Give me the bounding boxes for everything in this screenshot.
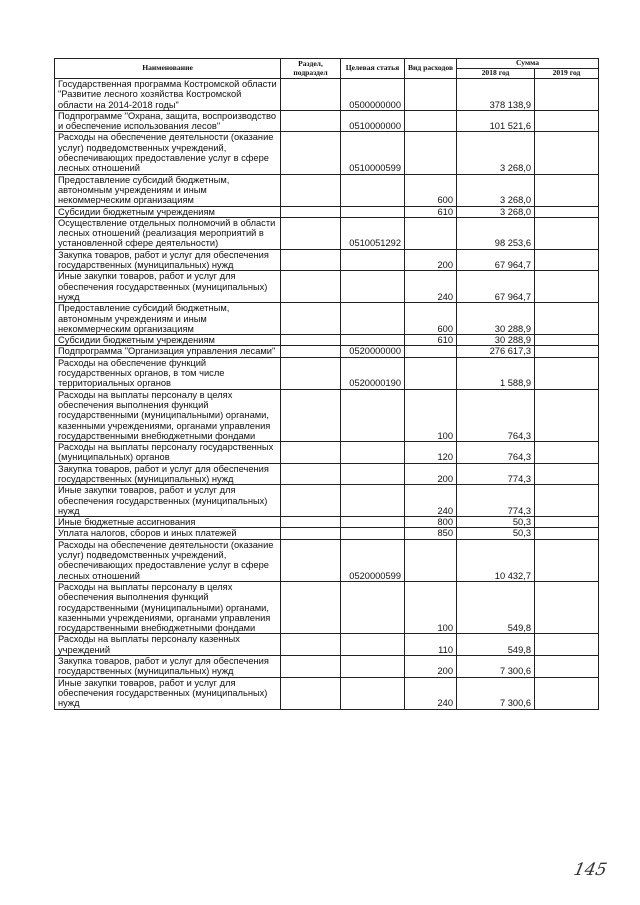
cell-expense-type	[405, 539, 457, 581]
cell-expense-type	[405, 79, 457, 111]
table-row	[55, 79, 599, 111]
cell-expense-type: 110	[405, 634, 457, 656]
cell-razdel	[281, 517, 341, 528]
cell-razdel	[281, 271, 341, 303]
cell-target-article	[341, 389, 405, 441]
cell-expense-type: 120	[405, 442, 457, 464]
cell-sum-2018: 1 588,9	[457, 357, 535, 389]
cell-razdel	[281, 79, 341, 111]
cell-sum-2018: 50,3	[457, 528, 535, 539]
cell-expense-type: 240	[405, 677, 457, 709]
cell-target-article	[341, 335, 405, 346]
cell-expense-type: 850	[405, 528, 457, 539]
cell-expense-type: 240	[405, 485, 457, 517]
cell-razdel	[281, 442, 341, 464]
cell-sum-2018: 549,8	[457, 581, 535, 633]
cell-target-article	[341, 249, 405, 271]
cell-razdel	[281, 303, 341, 335]
cell-name: Закупка товаров, работ и услуг для обеспечения государственных (муниципальных) нужд	[55, 249, 281, 271]
cell-expense-type: 800	[405, 517, 457, 528]
cell-name: Государственная программа Костромской области "Развитие лесного хозяйства Костромской области на 2014-2018 годы"	[55, 79, 281, 111]
cell-sum-2019	[535, 132, 599, 174]
cell-sum-2018: 3 268,0	[457, 132, 535, 174]
table-row	[55, 539, 599, 581]
cell-name: Расходы на выплаты персоналу в целях обеспечения выполнения функций государственными (муниципальными) органами, казенными учреждениями, органами управления государственными внебюджетными фондами	[55, 581, 281, 633]
cell-sum-2018: 10 432,7	[457, 539, 535, 581]
cell-target-article: 0520000599	[341, 539, 405, 581]
cell-razdel	[281, 357, 341, 389]
cell-name: Субсидии бюджетным учреждениям	[55, 335, 281, 346]
cell-razdel	[281, 132, 341, 174]
cell-expense-type	[405, 132, 457, 174]
cell-razdel	[281, 539, 341, 581]
cell-sum-2019	[535, 110, 599, 132]
header-vid: Вид расходов	[405, 59, 457, 79]
table-row	[55, 656, 599, 678]
cell-sum-2019	[535, 442, 599, 464]
cell-sum-2018: 774,3	[457, 485, 535, 517]
table-row	[55, 442, 599, 464]
cell-razdel	[281, 335, 341, 346]
cell-razdel	[281, 581, 341, 633]
cell-name: Расходы на обеспечение деятельности (оказание услуг) подведомственных учреждений, обеспечивающих предоставление услуг в сфере лесных отношений	[55, 132, 281, 174]
cell-sum-2018: 764,3	[457, 389, 535, 441]
budget-table	[54, 58, 599, 710]
cell-expense-type	[405, 110, 457, 132]
header-2019: 2019 год	[535, 69, 599, 79]
cell-sum-2018: 774,3	[457, 463, 535, 485]
page-number: 145	[571, 860, 609, 880]
cell-sum-2018: 7 300,6	[457, 677, 535, 709]
cell-sum-2018: 67 964,7	[457, 249, 535, 271]
cell-target-article	[341, 581, 405, 633]
cell-sum-2018: 549,8	[457, 634, 535, 656]
cell-target-article	[341, 517, 405, 528]
table-row	[55, 463, 599, 485]
cell-name: Иные закупки товаров, работ и услуг для обеспечения государственных (муниципальных) нужд	[55, 677, 281, 709]
cell-target-article	[341, 463, 405, 485]
cell-target-article: 0510000000	[341, 110, 405, 132]
cell-expense-type: 600	[405, 303, 457, 335]
cell-razdel	[281, 677, 341, 709]
cell-target-article	[341, 174, 405, 206]
cell-sum-2019	[535, 517, 599, 528]
cell-name: Субсидии бюджетным учреждениям	[55, 206, 281, 217]
cell-sum-2019	[535, 581, 599, 633]
table-row	[55, 528, 599, 539]
cell-target-article: 0520000000	[341, 346, 405, 357]
table-row	[55, 389, 599, 441]
cell-expense-type: 200	[405, 656, 457, 678]
cell-razdel	[281, 656, 341, 678]
table-row	[55, 132, 599, 174]
cell-name: Уплата налогов, сборов и иных платежей	[55, 528, 281, 539]
cell-target-article	[341, 303, 405, 335]
cell-target-article	[341, 206, 405, 217]
table-row	[55, 485, 599, 517]
cell-sum-2019	[535, 528, 599, 539]
cell-name: Подпрограмме "Охрана, защита, воспроизводство и обеспечение использования лесов"	[55, 110, 281, 132]
cell-razdel	[281, 346, 341, 357]
cell-sum-2019	[535, 656, 599, 678]
cell-razdel	[281, 217, 341, 249]
cell-sum-2019	[535, 335, 599, 346]
cell-target-article: 0510000599	[341, 132, 405, 174]
header-summa: Сумма	[457, 59, 599, 69]
cell-expense-type	[405, 217, 457, 249]
cell-expense-type: 200	[405, 249, 457, 271]
cell-razdel	[281, 634, 341, 656]
header-razdel: Раздел, подраздел	[281, 59, 341, 79]
cell-expense-type: 240	[405, 271, 457, 303]
cell-name: Закупка товаров, работ и услуг для обеспечения государственных (муниципальных) нужд	[55, 463, 281, 485]
table-row	[55, 206, 599, 217]
cell-sum-2018: 30 288,9	[457, 303, 535, 335]
table-row	[55, 517, 599, 528]
cell-sum-2018: 764,3	[457, 442, 535, 464]
table-row	[55, 357, 599, 389]
cell-sum-2018: 276 617,3	[457, 346, 535, 357]
cell-name: Иные закупки товаров, работ и услуг для обеспечения государственных (муниципальных) нужд	[55, 485, 281, 517]
cell-sum-2018: 101 521,6	[457, 110, 535, 132]
cell-target-article	[341, 634, 405, 656]
cell-expense-type: 600	[405, 174, 457, 206]
cell-expense-type: 200	[405, 463, 457, 485]
cell-expense-type: 100	[405, 581, 457, 633]
cell-target-article	[341, 528, 405, 539]
cell-target-article	[341, 442, 405, 464]
cell-sum-2019	[535, 463, 599, 485]
cell-name: Предоставление субсидий бюджетным, автономным учреждениям и иным некоммерческим организациям	[55, 174, 281, 206]
header-csr: Целевая статья	[341, 59, 405, 79]
cell-name: Подпрограмма "Организация управления лесами"	[55, 346, 281, 357]
cell-sum-2018: 50,3	[457, 517, 535, 528]
cell-sum-2019	[535, 206, 599, 217]
cell-target-article	[341, 485, 405, 517]
cell-sum-2019	[535, 271, 599, 303]
table-body	[55, 79, 599, 710]
cell-razdel	[281, 206, 341, 217]
cell-sum-2019	[535, 249, 599, 271]
cell-sum-2019	[535, 357, 599, 389]
cell-sum-2018: 3 268,0	[457, 206, 535, 217]
table-row	[55, 634, 599, 656]
cell-razdel	[281, 389, 341, 441]
cell-target-article	[341, 656, 405, 678]
table-row	[55, 174, 599, 206]
table-row	[55, 110, 599, 132]
cell-name: Расходы на выплаты персоналу в целях обеспечения выполнения функций государственными (муниципальными) органами, казенными учреждениями, органами управления государственными внебюджетными фондами	[55, 389, 281, 441]
cell-sum-2019	[535, 303, 599, 335]
cell-name: Предоставление субсидий бюджетным, автономным учреждениям и иным некоммерческим организациям	[55, 303, 281, 335]
cell-expense-type: 610	[405, 335, 457, 346]
cell-expense-type: 610	[405, 206, 457, 217]
cell-target-article	[341, 677, 405, 709]
table-row	[55, 335, 599, 346]
cell-sum-2018: 3 268,0	[457, 174, 535, 206]
cell-sum-2018: 67 964,7	[457, 271, 535, 303]
cell-razdel	[281, 463, 341, 485]
cell-name: Расходы на обеспечение функций государственных органов, в том числе территориальных органов	[55, 357, 281, 389]
table-row	[55, 271, 599, 303]
cell-razdel	[281, 528, 341, 539]
table-row	[55, 217, 599, 249]
cell-expense-type: 100	[405, 389, 457, 441]
cell-expense-type	[405, 357, 457, 389]
cell-razdel	[281, 110, 341, 132]
cell-sum-2018: 378 138,9	[457, 79, 535, 111]
table-row	[55, 581, 599, 633]
cell-sum-2018: 30 288,9	[457, 335, 535, 346]
header-2018: 2018 год	[457, 69, 535, 79]
cell-sum-2019	[535, 485, 599, 517]
cell-sum-2019	[535, 389, 599, 441]
cell-name: Иные бюджетные ассигнования	[55, 517, 281, 528]
cell-sum-2019	[535, 539, 599, 581]
cell-sum-2019	[535, 217, 599, 249]
table-header	[55, 59, 599, 79]
table-row	[55, 677, 599, 709]
cell-sum-2019	[535, 677, 599, 709]
cell-expense-type	[405, 346, 457, 357]
cell-name: Расходы на выплаты персоналу государственных (муниципальных) органов	[55, 442, 281, 464]
cell-name: Иные закупки товаров, работ и услуг для обеспечения государственных (муниципальных) нужд	[55, 271, 281, 303]
cell-name: Закупка товаров, работ и услуг для обеспечения государственных (муниципальных) нужд	[55, 656, 281, 678]
cell-sum-2019	[535, 346, 599, 357]
cell-razdel	[281, 485, 341, 517]
cell-name: Расходы на выплаты персоналу казенных учреждений	[55, 634, 281, 656]
cell-name: Расходы на обеспечение деятельности (оказание услуг) подведомственных учреждений, обеспечивающих предоставление услуг в сфере лесных отношений	[55, 539, 281, 581]
cell-sum-2019	[535, 634, 599, 656]
header-name: Наименование	[55, 59, 281, 79]
cell-razdel	[281, 174, 341, 206]
cell-razdel	[281, 249, 341, 271]
cell-sum-2018: 98 253,6	[457, 217, 535, 249]
cell-target-article: 0520000190	[341, 357, 405, 389]
cell-target-article	[341, 271, 405, 303]
table-row	[55, 249, 599, 271]
table-row	[55, 303, 599, 335]
cell-sum-2018: 7 300,6	[457, 656, 535, 678]
cell-sum-2019	[535, 79, 599, 111]
table-row	[55, 346, 599, 357]
cell-sum-2019	[535, 174, 599, 206]
cell-name: Осуществление отдельных полномочий в области лесных отношений (реализация мероприятий в установленной сфере деятельности)	[55, 217, 281, 249]
cell-target-article: 0500000000	[341, 79, 405, 111]
cell-target-article: 0510051292	[341, 217, 405, 249]
